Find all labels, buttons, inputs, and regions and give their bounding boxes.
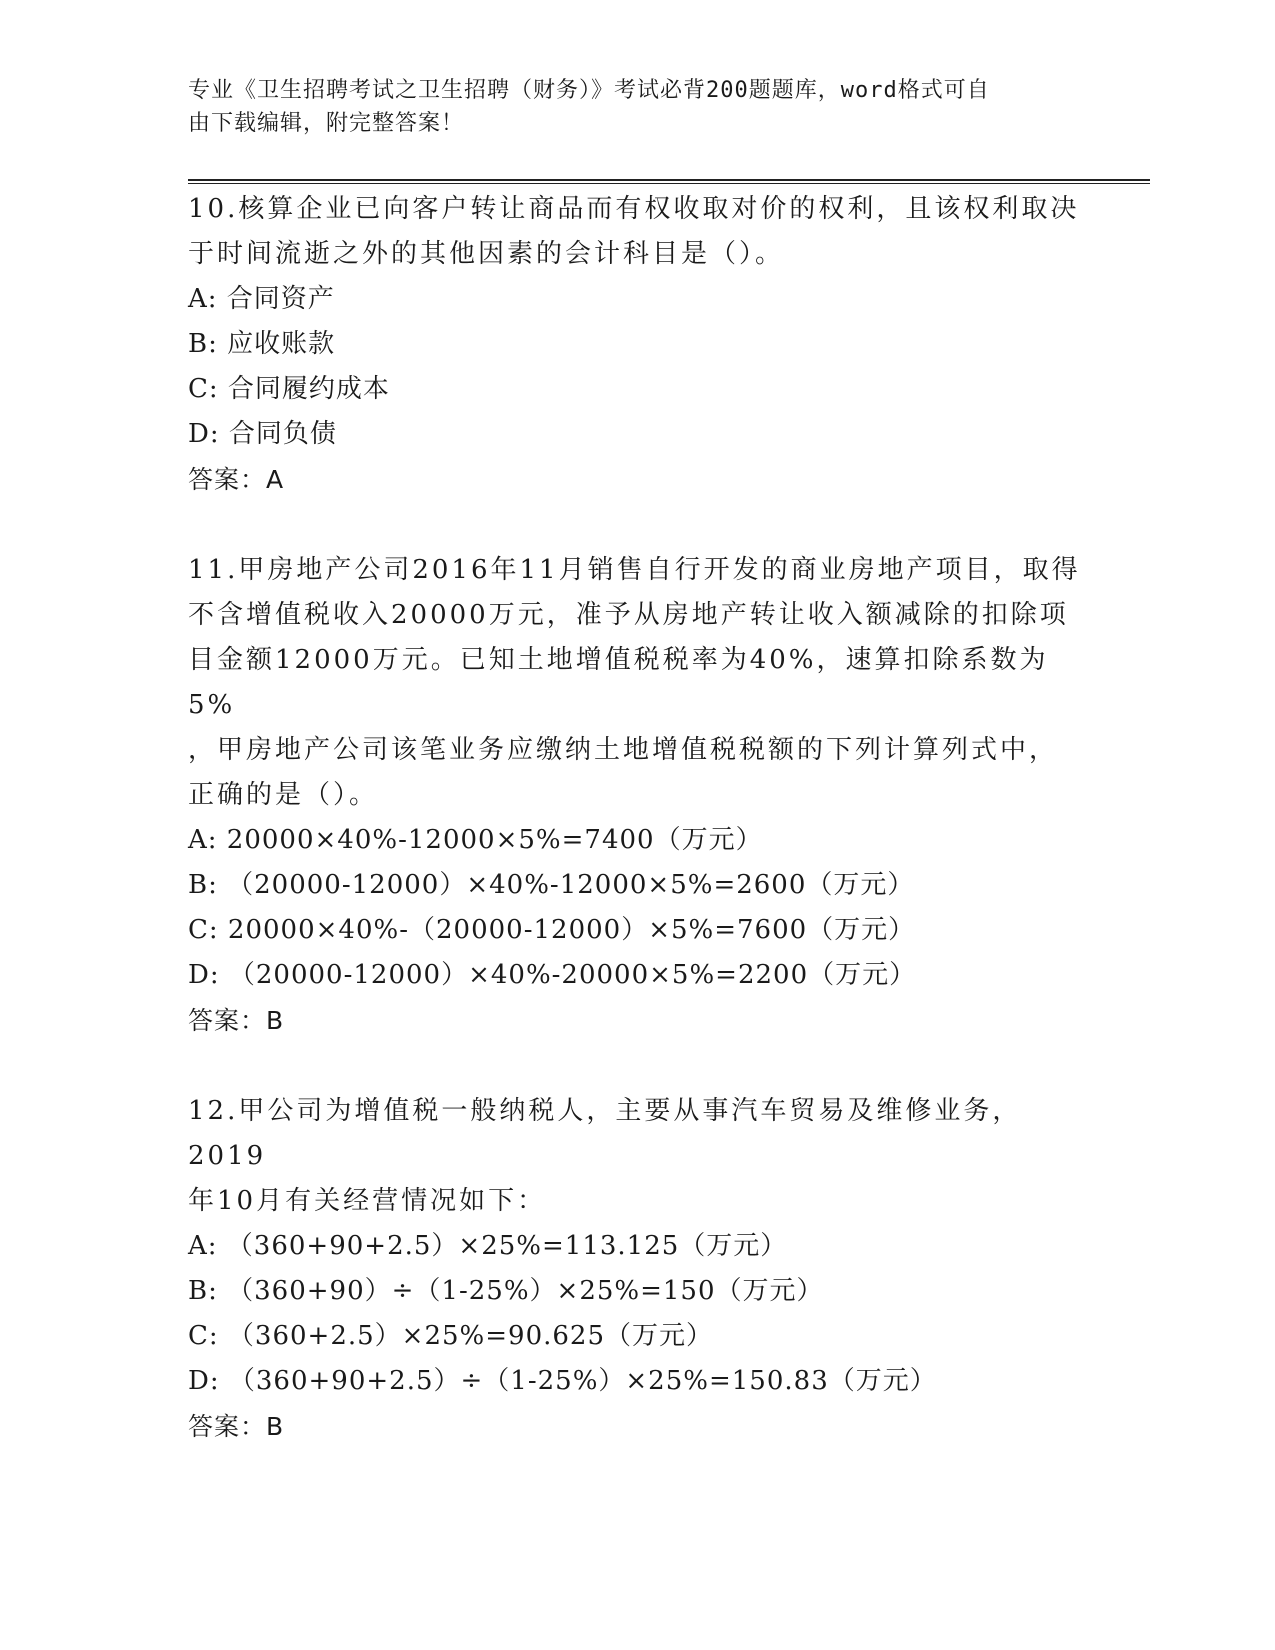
question-list [188,187,1088,1495]
option-d: D: （360+90+2.5）÷（1-25%）×25%=150.83（万元） [188,1366,937,1396]
question-10 [188,187,1088,502]
question-stem-line: 正确的是（）。 [188,780,379,810]
question-stem-line: 11.甲房地产公司2016年11月销售自行开发的商业房地产项目，取得 [188,555,1081,585]
question-stem-line: 目金额12000万元。已知土地增值税税率为40%，速算扣除系数为5% [188,645,1049,720]
option-c: C: 合同履约成本 [188,374,390,404]
option-b: B: （20000-12000）×40%-12000×5%=2600（万元） [188,870,915,900]
question-stem-line: 12.甲公司为增值税一般纳税人，主要从事汽车贸易及维修业务，2019 [188,1096,1022,1171]
question-stem-line: 不含增值税收入20000万元，准予从房地产转让收入额减除的扣除项 [188,600,1069,630]
question-stem-line: ，甲房地产公司该笔业务应缴纳土地增值税税额的下列计算列式中， [188,735,1059,765]
option-b: B: （360+90）÷（1-25%）×25%=150（万元） [188,1276,824,1306]
question-stem-line: 于时间流逝之外的其他因素的会计科目是（）。 [188,239,785,269]
option-d: D: 合同负债 [188,419,337,449]
question-11 [188,548,1088,1043]
option-c: C: 20000×40%-（20000-12000）×5%=7600（万元） [188,915,916,945]
answer: 答案：B [188,1412,285,1441]
question-12 [188,1089,1088,1449]
header-line-1: 专业《卫生招聘考试之卫生招聘（财务）》考试必背200题题库，word格式可自 [188,78,990,103]
option-a: A: 合同资产 [188,284,335,314]
question-stem-line: 年10月有关经营情况如下： [188,1186,547,1216]
question-stem-line: 10.核算企业已向客户转让商品而有权收取对价的权利，且该权利取决 [188,194,1080,224]
header-divider [188,179,1150,184]
option-b: B: 应收账款 [188,329,336,359]
answer: 答案：B [188,1006,285,1035]
option-d: D: （20000-12000）×40%-20000×5%=2200（万元） [188,960,917,990]
document-header [188,74,1068,140]
header-line-2: 由下载编辑，附完整答案！ [188,111,465,136]
option-c: C: （360+2.5）×25%=90.625（万元） [188,1321,714,1351]
answer: 答案：A [188,465,285,494]
option-a: A: （360+90+2.5）×25%=113.125（万元） [188,1231,788,1261]
option-a: A: 20000×40%-12000×5%=7400（万元） [188,825,763,855]
